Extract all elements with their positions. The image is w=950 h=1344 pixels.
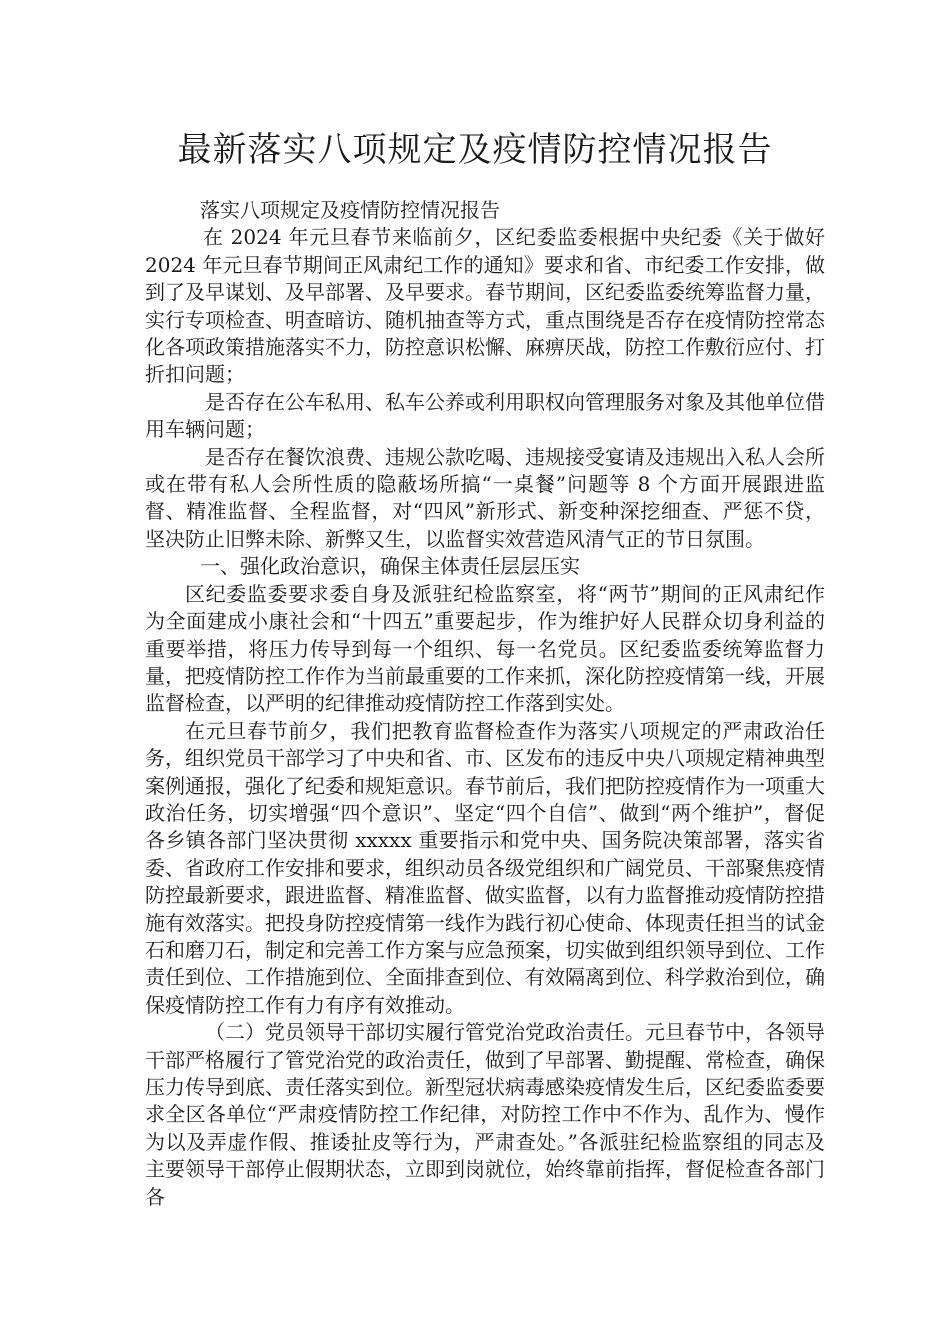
body-paragraph: 是否存在餐饮浪费、违规公款吃喝、违规接受宴请及违规出入私人会所或在带有私人会所性质的隐蔽场所搞“一桌餐”问题等 8 个方面开展跟进监督、精准监督、全程监督，对“四风”新形式、新变种深挖细查、严惩不贷，坚决防止旧弊未除、新弊又生，以监督实效营造风清气正的节日氛围。 [145,444,825,551]
body-paragraph: 区纪委监委要求委自身及派驻纪检监察室，将“两节”期间的正风肃纪作为全面建成小康社会和“十四五”重要起步，作为维护好人民群众切身利益的重要举措，将压力传导到每一个组织、每一名党员。区纪委监委统筹监督力量，把疫情防控工作作为当前最重要的工作来抓，深化防控疫情第一线，开展监督检查，以严明的纪律推动疫情防控工作落到实处。 [145,581,825,716]
document-body [145,197,825,1211]
body-paragraph: 是否存在公车私用、私车公养或利用职权向管理服务对象及其他单位借用车辆问题； [145,389,825,442]
body-paragraph: 在 2024 年元旦春节来临前夕，区纪委监委根据中央纪委《关于做好 2024 年元旦春节期间正风肃纪工作的通知》要求和省、市纪委工作安排，做到了及早谋划、及早部署、及早要求。春节期间，区纪委监委统筹监督力量，实行专项检查、明查暗访、随机抽查等方式，重点围绕是否存在疫情防控常态化各项政策措施落实不力，防控意识松懈、麻痹厌战，防控工作敷衍应付、打折扣问题； [145,225,825,387]
report-subtitle: 落实八项规定及疫情防控情况报告 [200,198,500,222]
body-paragraph: 在元旦春节前夕，我们把教育监督检查作为落实八项规定的严肃政治任务，组织党员干部学习了中央和省、市、区发布的违反中央八项规定精神典型案例通报，强化了纪委和规矩意识。春节前后，我们把防控疫情作为一项重大政治任务，切实增强“四个意识”、坚定“四个自信”、做到“两个维护”，督促各乡镇各部门坚决贯彻 xxxxx 重要指示和党中央、国务院决策部署，落实省委、省政府工作安排和要求，组织动员各级党组织和广阔党员、干部聚焦疫情防控最新要求，跟进监督、精准监督、做实监督，以有力监督推动疫情防控措施有效落实。把投身防控疫情第一线作为践行初心使命、体现责任担当的试金石和磨刀石，制定和完善工作方案与应急预案，切实做到组织领导到位、工作责任到位、工作措施到位、全面排查到位、有效隔离到位、科学救治到位，确保疫情防控工作有力有序有效推动。 [145,718,825,1017]
section-heading: 一、强化政治意识，确保主体责任层层压实 [200,554,580,579]
body-paragraph: （二）党员领导干部切实履行管党治党政治责任。元旦春节中，各领导干部严格履行了管党治党的政治责任，做到了早部署、勤提醒、常检查，确保压力传导到底、责任落实到位。新型冠状病毒感染疫情发生后，区纪委监委要求全区各单位“严肃疫情防控工作纪律，对防控工作中不作为、乱作为、慢作为以及弄虚作假、推诿扯皮等行为，严肃查处。”各派驻纪检监察组的同志及主要领导干部停止假期状态，立即到岗就位，始终靠前指挥，督促检查各部门各 [145,1020,825,1209]
document-title: 最新落实八项规定及疫情防控情况报告 [177,130,773,170]
